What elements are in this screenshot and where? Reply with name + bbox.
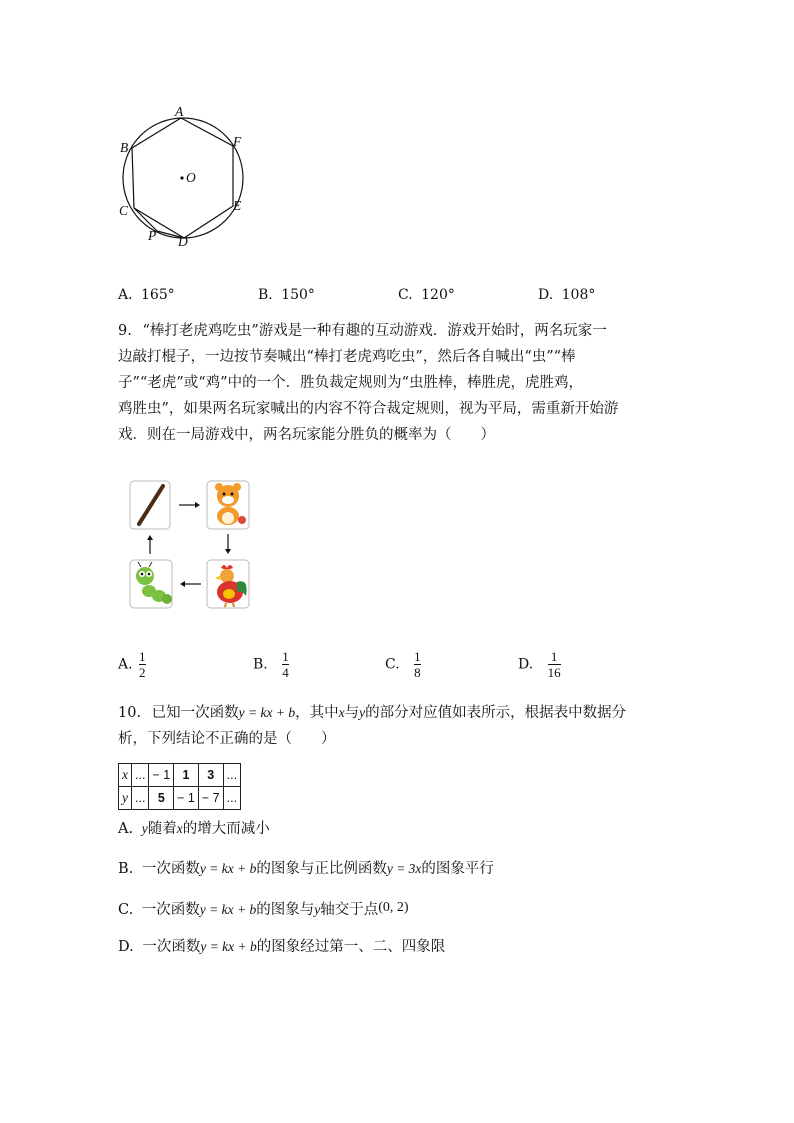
q10-text: 的部分对应值如表所示，根据表中数据分: [365, 705, 627, 721]
game-cycle-diagram: [125, 476, 255, 616]
denominator: 4: [282, 665, 289, 680]
q9-option-b[interactable]: [253, 650, 289, 679]
q10-option-c[interactable]: [118, 895, 409, 923]
function-expression: y = kx + b: [199, 902, 257, 917]
question-number: 9.: [118, 323, 132, 339]
numerator: 1: [139, 649, 146, 664]
table-cell: 1: [174, 764, 199, 787]
option-label: C.: [118, 902, 134, 918]
q9-line-4: 鸡胜虫”，如果两名玩家喊出的内容不符合裁定规则，视为平局，需重新开始游: [118, 401, 619, 417]
label-o: O: [186, 170, 196, 185]
q10-text: ，其中: [295, 705, 339, 721]
label-d: D: [178, 234, 188, 249]
option-text: 一次函数: [141, 861, 200, 877]
option-label: A.: [118, 656, 133, 673]
denominator: 8: [414, 665, 421, 680]
arrow-up-icon: [147, 535, 153, 554]
q9-option-a[interactable]: [118, 650, 146, 679]
label-a: A: [175, 104, 184, 119]
point-coordinates: (0, 2): [378, 900, 409, 915]
table-cell: x: [119, 764, 132, 787]
table-cell: − 1: [149, 764, 174, 787]
option-label: D.: [118, 939, 134, 955]
q10-option-d[interactable]: [118, 934, 445, 960]
q10-option-a[interactable]: [118, 816, 270, 842]
table-cell: ...: [132, 764, 149, 787]
option-text: 的增大而减小: [182, 821, 270, 837]
q9-line-5: 戏．则在一局游戏中，两名玩家能分胜负的概率为（ ）: [118, 427, 495, 443]
option-text: 的图象平行: [421, 861, 494, 877]
option-value: 120°: [421, 287, 455, 303]
option-label: A.: [118, 821, 134, 837]
table-row: [119, 764, 241, 787]
table-cell: 3: [198, 764, 223, 787]
fraction: [139, 650, 146, 679]
variable-x: x: [176, 821, 183, 836]
question-9: [118, 318, 678, 448]
center-point-o: [180, 176, 183, 179]
q9-option-d[interactable]: [518, 650, 561, 679]
circle-hexagon-figure: [110, 100, 270, 260]
variable-x: x: [338, 705, 345, 720]
fraction: [548, 650, 561, 679]
q9-line-1: [118, 318, 678, 344]
variable-y: y: [359, 705, 366, 720]
q10-option-b[interactable]: [118, 856, 494, 882]
numerator: 1: [414, 649, 421, 664]
option-text: 的图象经过第一、二、四象限: [256, 939, 446, 955]
table-cell: − 1: [174, 787, 199, 810]
table-cell: − 7: [198, 787, 223, 810]
option-value: 150°: [281, 287, 315, 303]
numerator: 1: [282, 649, 289, 664]
option-text: 轴交于点: [320, 902, 379, 918]
q10-line-1: [118, 700, 698, 726]
label-f: F: [233, 134, 242, 149]
table-cell: ...: [132, 787, 149, 810]
variable-y: y: [314, 902, 321, 917]
table-cell: ...: [223, 764, 240, 787]
arrow-down-icon: [225, 534, 231, 554]
option-label: B.: [253, 656, 268, 673]
option-label: C.: [385, 656, 400, 673]
option-text: 一次函数: [142, 939, 201, 955]
q9-text-1: “棒打老虎鸡吃虫”游戏是一种有趣的互动游戏．游戏开始时，两名玩家一: [142, 323, 607, 339]
option-label: B.: [258, 287, 273, 303]
option-label: B.: [118, 861, 134, 877]
q9-line-2: 边敲打棍子，一边按节奏喊出“棒打老虎鸡吃虫”，然后各自喊出“虫”“棒: [118, 349, 576, 365]
question-10: [118, 700, 698, 752]
q8-option-d[interactable]: [538, 287, 595, 303]
option-label: C.: [398, 287, 413, 303]
arrow-right-icon: [179, 502, 200, 508]
table-cell: 5: [149, 787, 174, 810]
function-expression: y = kx + b: [200, 939, 257, 954]
function-expression: y = kx + b: [238, 705, 296, 720]
option-text: 随着: [147, 821, 177, 837]
q9-line-3: 子”“老虎”或“鸡”中的一个．胜负裁定规则为“虫胜棒，棒胜虎，虎胜鸡，: [118, 375, 583, 391]
fraction: [414, 650, 421, 679]
table-row: [119, 787, 241, 810]
q8-option-a[interactable]: [118, 287, 175, 303]
question-number: 10.: [118, 705, 142, 721]
option-value: 165°: [141, 287, 175, 303]
q10-text: 已知一次函数: [151, 705, 239, 721]
label-p: P: [148, 228, 157, 243]
option-text: 的图象与: [256, 902, 315, 918]
table-cell: y: [119, 787, 132, 810]
value-table: [118, 763, 241, 810]
q8-option-c[interactable]: [398, 287, 455, 303]
arrow-left-icon: [180, 581, 201, 587]
table-cell: ...: [223, 787, 240, 810]
option-text: 一次函数: [141, 902, 200, 918]
denominator: 2: [139, 665, 146, 680]
fraction: [282, 650, 289, 679]
variable-y: y: [141, 821, 148, 836]
q10-text: 与: [344, 705, 360, 721]
numerator: 1: [550, 649, 558, 664]
option-text: 的图象与正比例函数: [256, 861, 387, 877]
function-expression: y = kx + b: [199, 861, 257, 876]
label-b: B: [120, 140, 129, 155]
function-expression: y = 3x: [386, 861, 422, 876]
label-c: C: [119, 203, 129, 218]
q8-option-b[interactable]: [258, 287, 315, 303]
denominator: 16: [547, 665, 561, 680]
option-label: D.: [518, 656, 534, 673]
option-label: D.: [538, 287, 554, 303]
q9-option-c[interactable]: [385, 650, 421, 679]
option-label: A.: [118, 287, 133, 303]
q10-line-2: 析，下列结论不正确的是（ ）: [118, 731, 336, 747]
option-value: 108°: [561, 287, 596, 303]
label-e: E: [233, 198, 242, 213]
